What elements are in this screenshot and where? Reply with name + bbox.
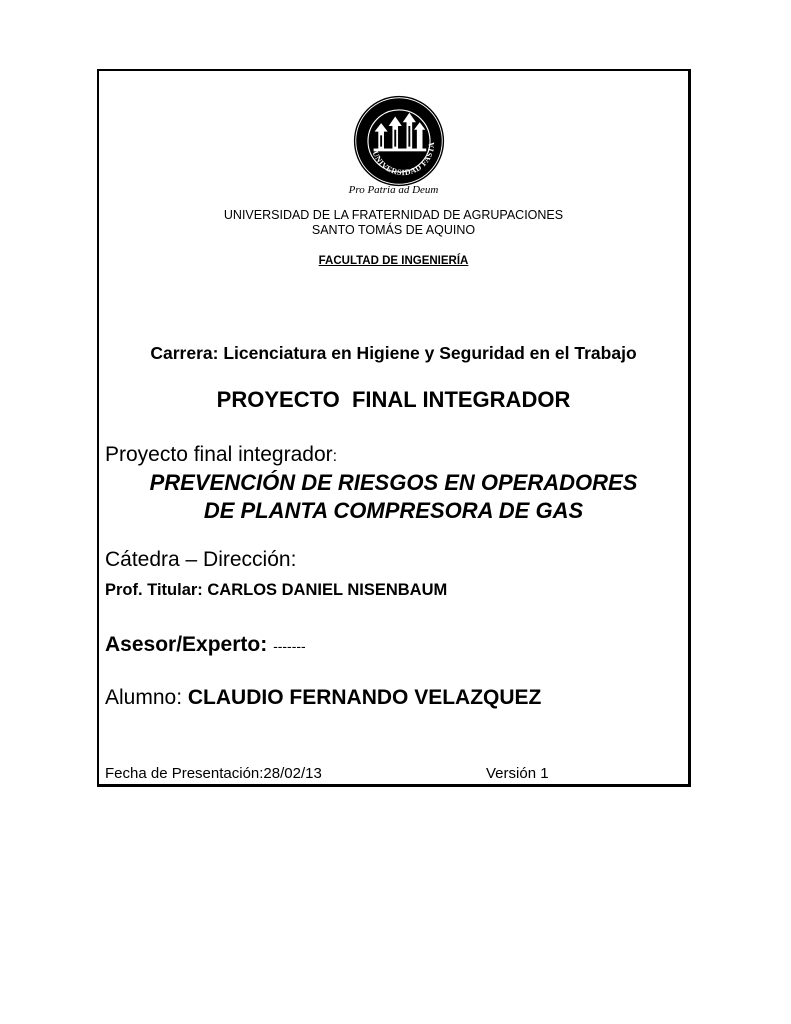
project-label: [105, 443, 337, 467]
university-name-line2: SANTO TOMÁS DE AQUINO: [311, 223, 476, 237]
student-label: Alumno:: [105, 686, 183, 709]
professor-line: Prof. Titular: CARLOS DANIEL NISENBAUM: [105, 581, 448, 599]
version-label: Versión 1: [486, 765, 549, 782]
motto: Pro Patria ad Deum: [348, 184, 439, 196]
main-title-text: PROYECTO FINAL INTEGRADOR: [216, 387, 571, 412]
career-line: Carrera: Licenciatura en Higiene y Seguridad en el Trabajo: [150, 343, 637, 363]
advisor-label: Asesor/Experto:: [105, 633, 268, 656]
student-name: CLAUDIO FERNANDO VELAZQUEZ: [187, 686, 542, 709]
advisor-value: -------: [273, 638, 306, 654]
project-label-colon: :: [332, 448, 338, 465]
svg-text:UNIVERSIDAD FASTA: UNIVERSIDAD FASTA: [370, 141, 437, 178]
project-label-text: Proyecto final integrador: [105, 443, 333, 466]
project-title-line2: DE PLANTA COMPRESORA DE GAS: [203, 498, 584, 523]
advisor-line: [105, 633, 306, 657]
university-name-line1: UNIVERSIDAD DE LA FRATERNIDAD DE AGRUPACIONES: [223, 208, 564, 222]
project-title-line1: PREVENCIÓN DE RIESGOS EN OPERADORES: [149, 470, 638, 495]
student-line: [105, 686, 541, 710]
faculty-name: FACULTAD DE INGENIERÍA: [318, 255, 469, 267]
chair-label: Cátedra – Dirección:: [105, 548, 297, 571]
cover-frame: [97, 69, 691, 787]
main-title: [99, 387, 688, 413]
presentation-date: Fecha de Presentación:28/02/13: [105, 765, 322, 782]
university-logo: [352, 94, 446, 188]
